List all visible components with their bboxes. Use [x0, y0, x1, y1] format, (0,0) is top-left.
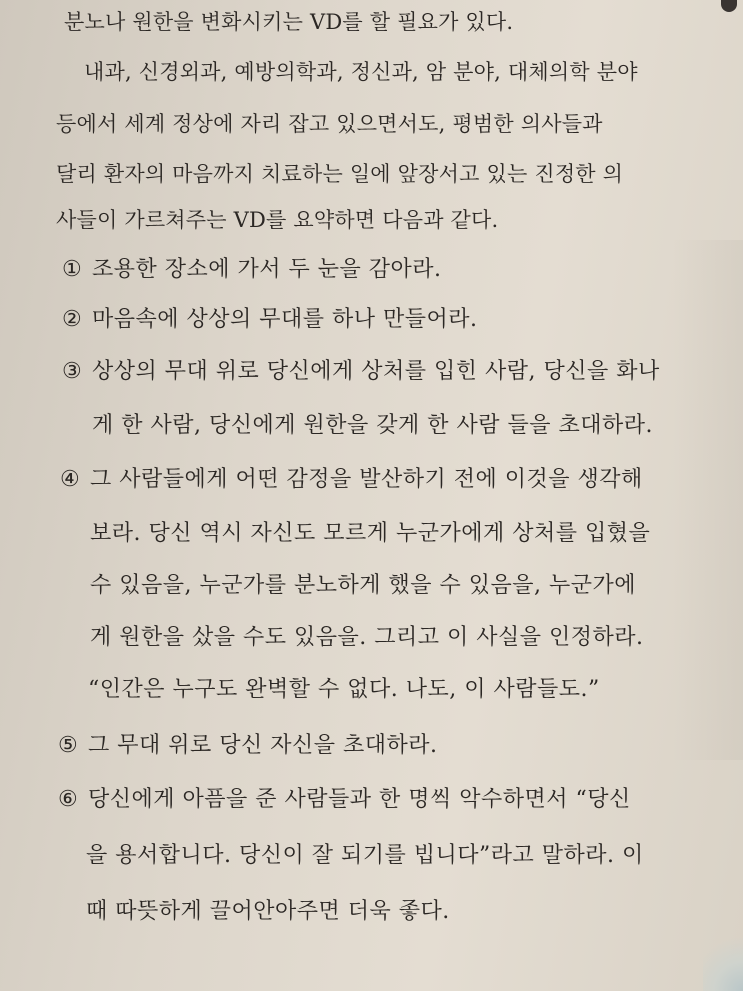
list-item-text: 당신에게 아픔을 준 사람들과 한 명씩 악수하면서 “당신	[88, 787, 631, 812]
list-marker: ⑥	[58, 787, 79, 812]
text-line: 사들이 가르쳐주는 VD를 요약하면 다음과 같다.	[56, 208, 499, 232]
text-line: 보라. 당신 역시 자신도 모르게 누군가에게 상처를 입혔을	[90, 521, 651, 546]
corner-decoration	[703, 931, 743, 991]
list-item-text: 그 사람들에게 어떤 감정을 발산하기 전에 이것을 생각해	[90, 467, 643, 492]
page-edge-shadow	[721, 0, 737, 12]
list-item-text: 상상의 무대 위로 당신에게 상처를 입힌 사람, 당신을 화나	[92, 359, 660, 384]
list-item-5	[58, 732, 438, 760]
list-marker: ⑤	[58, 733, 79, 758]
list-item-1	[62, 256, 442, 284]
text-line: 내과, 신경외과, 예방의학과, 정신과, 암 분야, 대체의학 분야	[84, 60, 638, 84]
text-line: 때 따뜻하게 끌어안아주면 더욱 좋다.	[86, 899, 450, 924]
text-line: 달리 환자의 마음까지 치료하는 일에 앞장서고 있는 진정한 의	[56, 162, 624, 186]
text-line: 게 한 사람, 당신에게 원한을 갖게 한 사람 들을 초대하라.	[92, 413, 653, 438]
text-line: “인간은 누구도 완벽할 수 없다. 나도, 이 사람들도.”	[88, 677, 600, 702]
text-line: 등에서 세계 정상에 자리 잡고 있으면서도, 평범한 의사들과	[56, 112, 603, 136]
text-line: 을 용서합니다. 당신이 잘 되기를 빕니다”라고 말하라. 이	[86, 843, 644, 868]
list-marker: ④	[60, 467, 81, 492]
list-marker: ②	[62, 307, 83, 332]
list-item-2	[62, 306, 478, 334]
page-shadow	[673, 240, 743, 760]
list-item-text: 그 무대 위로 당신 자신을 초대하라.	[88, 733, 438, 758]
text-line: 분노나 원한을 변화시키는 VD를 할 필요가 있다.	[64, 10, 514, 34]
list-item-text: 마음속에 상상의 무대를 하나 만들어라.	[92, 307, 478, 332]
list-item-4	[60, 466, 643, 494]
text-line: 게 원한을 샀을 수도 있음을. 그리고 이 사실을 인정하라.	[90, 625, 644, 650]
list-item-text: 조용한 장소에 가서 두 눈을 감아라.	[92, 257, 442, 282]
list-item-3	[62, 358, 660, 386]
list-marker: ①	[62, 257, 83, 282]
list-marker: ③	[62, 359, 83, 384]
list-item-6	[58, 786, 631, 814]
text-line: 수 있음을, 누군가를 분노하게 했을 수 있음을, 누군가에	[90, 573, 636, 598]
